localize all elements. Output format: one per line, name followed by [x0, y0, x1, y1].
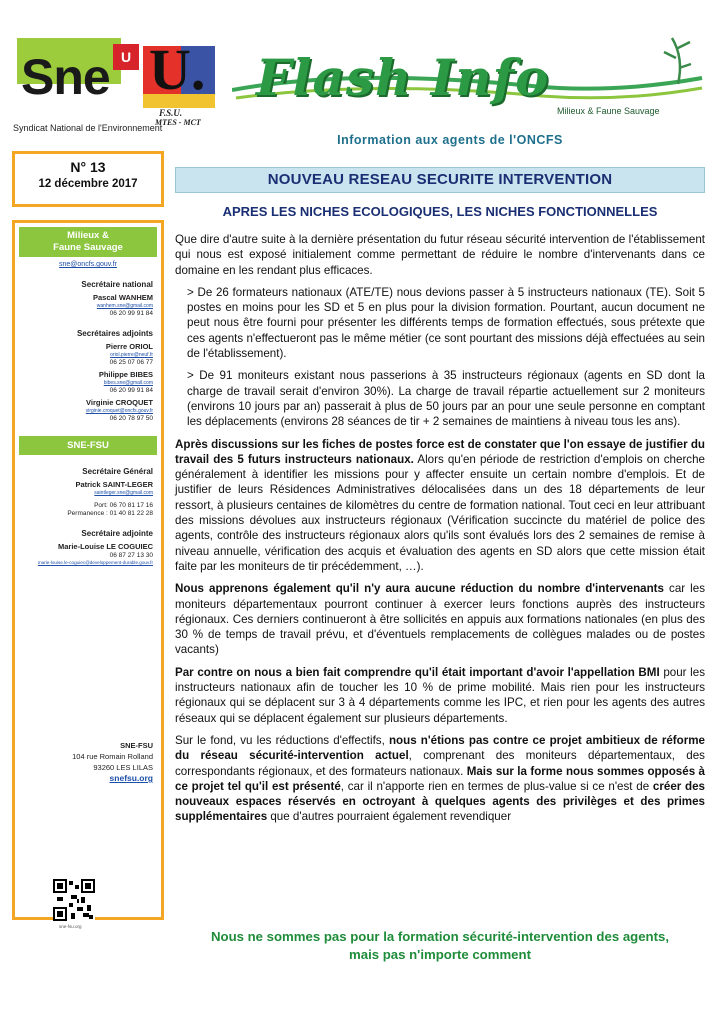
paragraph-5-a: Sur le fond, vu les réductions d'effectifs, — [175, 733, 389, 747]
paragraph-5-f: créer des nouveaux espaces réservés en octroyant à quelques agents des privilèges et des primes supplémentaires — [175, 779, 705, 824]
national-name: Pascal WANHEM — [92, 293, 153, 302]
section1-title-line2: Faune Sauvage — [53, 242, 123, 253]
sne-logo-text: Sne — [21, 49, 110, 105]
national-email-link[interactable]: wanhem.sne@gmail.com — [96, 303, 153, 309]
paragraph-2-bold: Après discussions sur les fiches de postes force est de constater que l'on essaye de justifier du travail des 5 futurs instructeurs nationaux. — [175, 437, 705, 466]
adjointe-role: Secrétaire adjointe — [81, 529, 153, 538]
article-banner: NOUVEAU RESEAU SECURITE INTERVENTION — [175, 167, 705, 193]
section2-title: SNE-FSU — [19, 436, 157, 455]
adjoint2-name: Philippe BIBES — [98, 370, 153, 379]
adjoints-role: Secrétaires adjoints — [76, 329, 153, 338]
general-port: Port: 06 70 81 17 16 — [94, 502, 153, 509]
paragraph-3-rest: car les moniteurs départementaux pourront continuer à exercer leurs fonctions auprès des instructeurs régionaux. Ces derniers continueront à être sollicités en appuis aux formations nationales (en plus des 30 % de temps de travail prévu, et d'éventuels remplacements de collègues malades ou de postes vacants) — [175, 582, 706, 657]
sne-logo-badge: U — [113, 44, 139, 70]
paragraph-1: Que dire d'autre suite à la dernière présentation du futur réseau sécurité intervention de l'établissement qui nous est exposé initialement comme permettant de réduire le nombre d'intervenants dans ce domaine en les rendant plus efficaces. — [175, 233, 705, 277]
adjoint1-phone: 06 25 07 06 77 — [109, 359, 153, 366]
adjoint1-name: Pierre ORIOL — [105, 342, 153, 351]
issue-box — [12, 151, 164, 207]
general-name: Patrick SAINT-LEGER — [75, 480, 153, 489]
issue-date: 12 décembre 2017 — [38, 178, 138, 190]
section1-email-link[interactable]: sne@oncfs.gouv.fr — [59, 261, 117, 268]
adjoint3-name: Virginie CROQUET — [86, 398, 153, 407]
qr-caption: sne-fsu.org — [59, 924, 82, 929]
general-role: Secrétaire Général — [82, 467, 153, 476]
sne-subtitle: Syndicat National de l'Environnement — [13, 123, 163, 133]
article-body — [175, 232, 705, 832]
fsu-logo — [143, 38, 221, 128]
section1-title-line1: Milieux & — [67, 230, 109, 241]
paragraph-2-rest: Alors qu'en période de restriction d'emplois on cherche généralement à identifier les missions pour y affecter ensuite un certain nombre d'emplois. Et de justifier de leurs Résidences Administratives délocalisées dans un des 18 départements de leur ressort, à plusieurs centaines de kilomètres du centre de formation national. Tout ceci en leur attribuant des missions dévolues aux instructeurs régionaux (Vérification succincte du matériel de police des agents, contrôle des instructeurs régionaux alors qu'ils sont évalués lors des 2 semaines de remise à niveau annuelle, vérification des acquis et évaluation des agents en SD alors que cette mission était faite par les moniteurs de tir précédemment, …). — [175, 452, 705, 573]
national-phone: 06 20 99 91 84 — [109, 310, 153, 317]
bullet-2: > De 91 moniteurs existant nous passerions à 35 instructeurs régionaux (agents en SD dont la charge de travail serait d'environ 30%). La charge de travail répartie actuellement sur 2 moniteurs (environs 10 jours par an) passerait à plus de 50 jours par an pour une seule personne en comptant les déplacements (environs 28 séances de tir + 2 semaines de maintiens à niveau tous les ans). — [187, 369, 705, 429]
conclusion — [175, 928, 705, 964]
paragraph-4-rest: pour les instructeurs nationaux afin de toucher les 10 % de prime mobilité. Mais rien pour les instructeurs régionaux qui se déplacent sur 3 à 4 départements comme les IPC, et rien pour les agents des autres réseaux qui se déplacent également sur plusieurs départements. — [175, 665, 706, 725]
adjointe-email-link[interactable]: marie-louise.le-coguiec@developpement-durable.gouv.fr — [37, 560, 153, 565]
paragraph-4 — [175, 665, 705, 726]
adjoint1-email-link[interactable]: oriol.pierre@neuf.fr — [110, 352, 153, 358]
sne-logo — [17, 38, 132, 120]
paragraph-5-g: que d'autres pourraient également revendiquer — [267, 810, 512, 824]
info-line: Information aux agents de l'ONCFS — [337, 133, 563, 147]
adjoint3-email-link[interactable]: virginie.croquet@oncfs.gouv.fr — [85, 408, 153, 414]
paragraph-5 — [175, 733, 705, 825]
adjoint2-phone: 06 20 99 91 84 — [109, 387, 153, 394]
issue-number: N° 13 — [70, 159, 106, 175]
conclusion-line2: mais pas n'importe comment — [349, 947, 531, 962]
address-org: SNE-FSU — [120, 741, 153, 750]
paragraph-5-d: Mais sur la forme nous sommes opposés à ce projet tel qu'il est présenté — [175, 764, 705, 793]
section1-title — [19, 227, 157, 257]
paragraph-5-b: nous n'étions pas contre ce projet ambitieux de réforme du réseau sécurité-intervention actuel — [175, 733, 706, 763]
paragraph-5-e: , car il n'apporte rien en termes de plus-value si ce n'est de — [340, 779, 653, 793]
paragraph-5-c: , comprenant des moniteurs départementaux, des correspondants régionaux, et des formateurs nationaux. — [175, 749, 705, 778]
address-street: 104 rue Romain Rolland — [72, 752, 153, 761]
paragraph-2 — [175, 437, 705, 575]
sidebar — [12, 220, 164, 929]
paragraph-4-bold: Par contre on nous a bien fait comprendre qu'il était important d'avoir l'appellation BMI — [175, 665, 660, 679]
fsu-logo-letter: U. — [149, 37, 206, 102]
fsu-line1: F.S.U. — [159, 108, 183, 118]
adjointe-phone: 06 87 27 13 30 — [109, 552, 153, 559]
address-city: 93260 LES LILAS — [93, 763, 153, 772]
fsu-line2: MTES - MCT — [155, 118, 201, 127]
general-email-link[interactable]: saintleger.sne@gmail.com — [94, 490, 153, 496]
adjointe-name: Marie-Louise LE COGUIEC — [57, 542, 153, 551]
flash-subtitle: Milieux & Faune Sauvage — [557, 106, 660, 116]
article-subtitle: APRES LES NICHES ECOLOGIQUES, LES NICHES FONCTIONNELLES — [222, 204, 658, 219]
general-permanence: Permanence : 01 40 81 22 28 — [67, 510, 153, 517]
qr-code-icon[interactable] — [53, 879, 95, 921]
paragraph-3 — [175, 581, 705, 657]
website-link[interactable]: snefsu.org — [109, 773, 153, 783]
flash-info-logo — [232, 28, 710, 128]
national-role: Secrétaire national — [81, 280, 153, 289]
conclusion-line1: Nous ne sommes pas pour la formation sécurité-intervention des agents, — [210, 929, 669, 944]
bullet-1: > De 26 formateurs nationaux (ATE/TE) nous devions passer à 5 instructeurs nationaux (TE). Soit 5 postes en moins pour les SD et 5 en plus pour la division formation. Pourtant, aucun document ne peut nous être fourni pour présenter les différents temps de formation effectués, sous prétexte que ces agents n'effectueront pas le même métier (ce sont pourtant des missions déjà effectuées au sein de l'établissement). — [187, 285, 705, 361]
paragraph-3-bold: Nous apprenons également qu'il n'y aura aucune réduction du nombre d'intervenants — [175, 582, 664, 596]
adjoint3-phone: 06 20 78 97 50 — [109, 415, 153, 422]
flash-title: Flash Info — [256, 48, 550, 107]
adjoint2-email-link[interactable]: bibes.sne@gmail.com — [103, 380, 153, 386]
